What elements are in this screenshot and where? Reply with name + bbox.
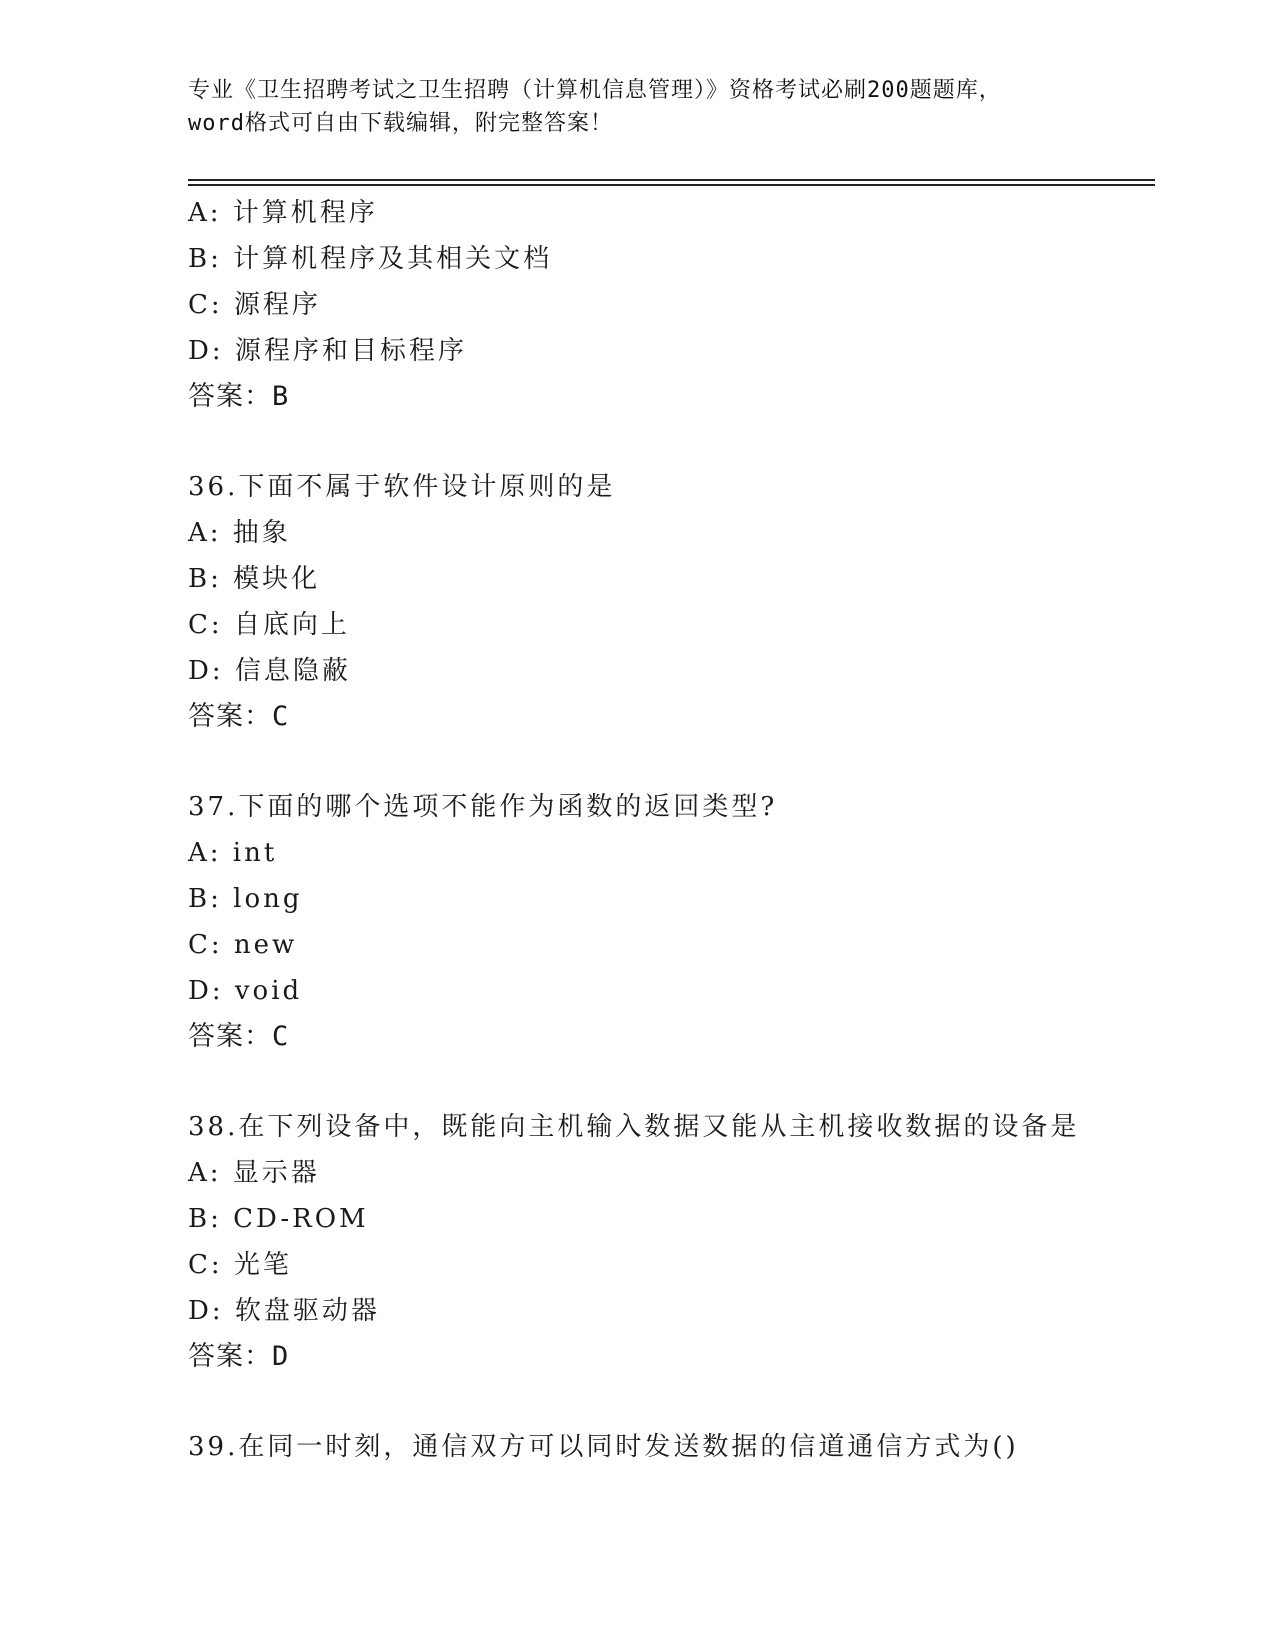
question-list	[188, 190, 1148, 1470]
option-b: B: 计算机程序及其相关文档	[188, 244, 553, 274]
header-divider-top	[188, 179, 1155, 181]
option-a: A: int	[188, 838, 278, 868]
option-a: A: 显示器	[188, 1158, 320, 1188]
header-line-2: word格式可自由下载编辑，附完整答案！	[188, 111, 613, 136]
option-d: D: void	[188, 976, 303, 1006]
header-divider-bottom	[188, 184, 1155, 186]
option-c: C: 源程序	[188, 290, 321, 320]
question-35-options	[188, 190, 1148, 420]
question-text: 38.在下列设备中，既能向主机输入数据又能从主机接收数据的设备是	[188, 1112, 1080, 1142]
question-37	[188, 784, 1148, 1060]
question-38	[188, 1104, 1148, 1380]
question-36	[188, 464, 1148, 740]
question-text: 39.在同一时刻，通信双方可以同时发送数据的信道通信方式为()	[188, 1432, 1019, 1462]
document-header	[188, 74, 1088, 140]
question-39	[188, 1424, 1148, 1470]
option-c: C: new	[188, 930, 298, 960]
header-line-1: 专业《卫生招聘考试之卫生招聘（计算机信息管理）》资格考试必刷200题题库，	[188, 78, 1002, 103]
option-b: B: CD-ROM	[188, 1204, 369, 1234]
answer: 答案：C	[188, 1021, 290, 1052]
answer: 答案：B	[188, 381, 290, 412]
option-c: C: 自底向上	[188, 610, 350, 640]
answer: 答案：D	[188, 1341, 290, 1372]
question-text: 37.下面的哪个选项不能作为函数的返回类型?	[188, 792, 778, 822]
option-b: B: long	[188, 884, 303, 914]
option-b: B: 模块化	[188, 564, 321, 594]
option-a: A: 计算机程序	[188, 198, 378, 228]
option-a: A: 抽象	[188, 518, 291, 548]
answer: 答案：C	[188, 701, 290, 732]
option-d: D: 软盘驱动器	[188, 1296, 380, 1326]
option-c: C: 光笔	[188, 1250, 292, 1280]
option-d: D: 源程序和目标程序	[188, 336, 467, 366]
question-text: 36.下面不属于软件设计原则的是	[188, 472, 616, 502]
option-d: D: 信息隐蔽	[188, 656, 351, 686]
